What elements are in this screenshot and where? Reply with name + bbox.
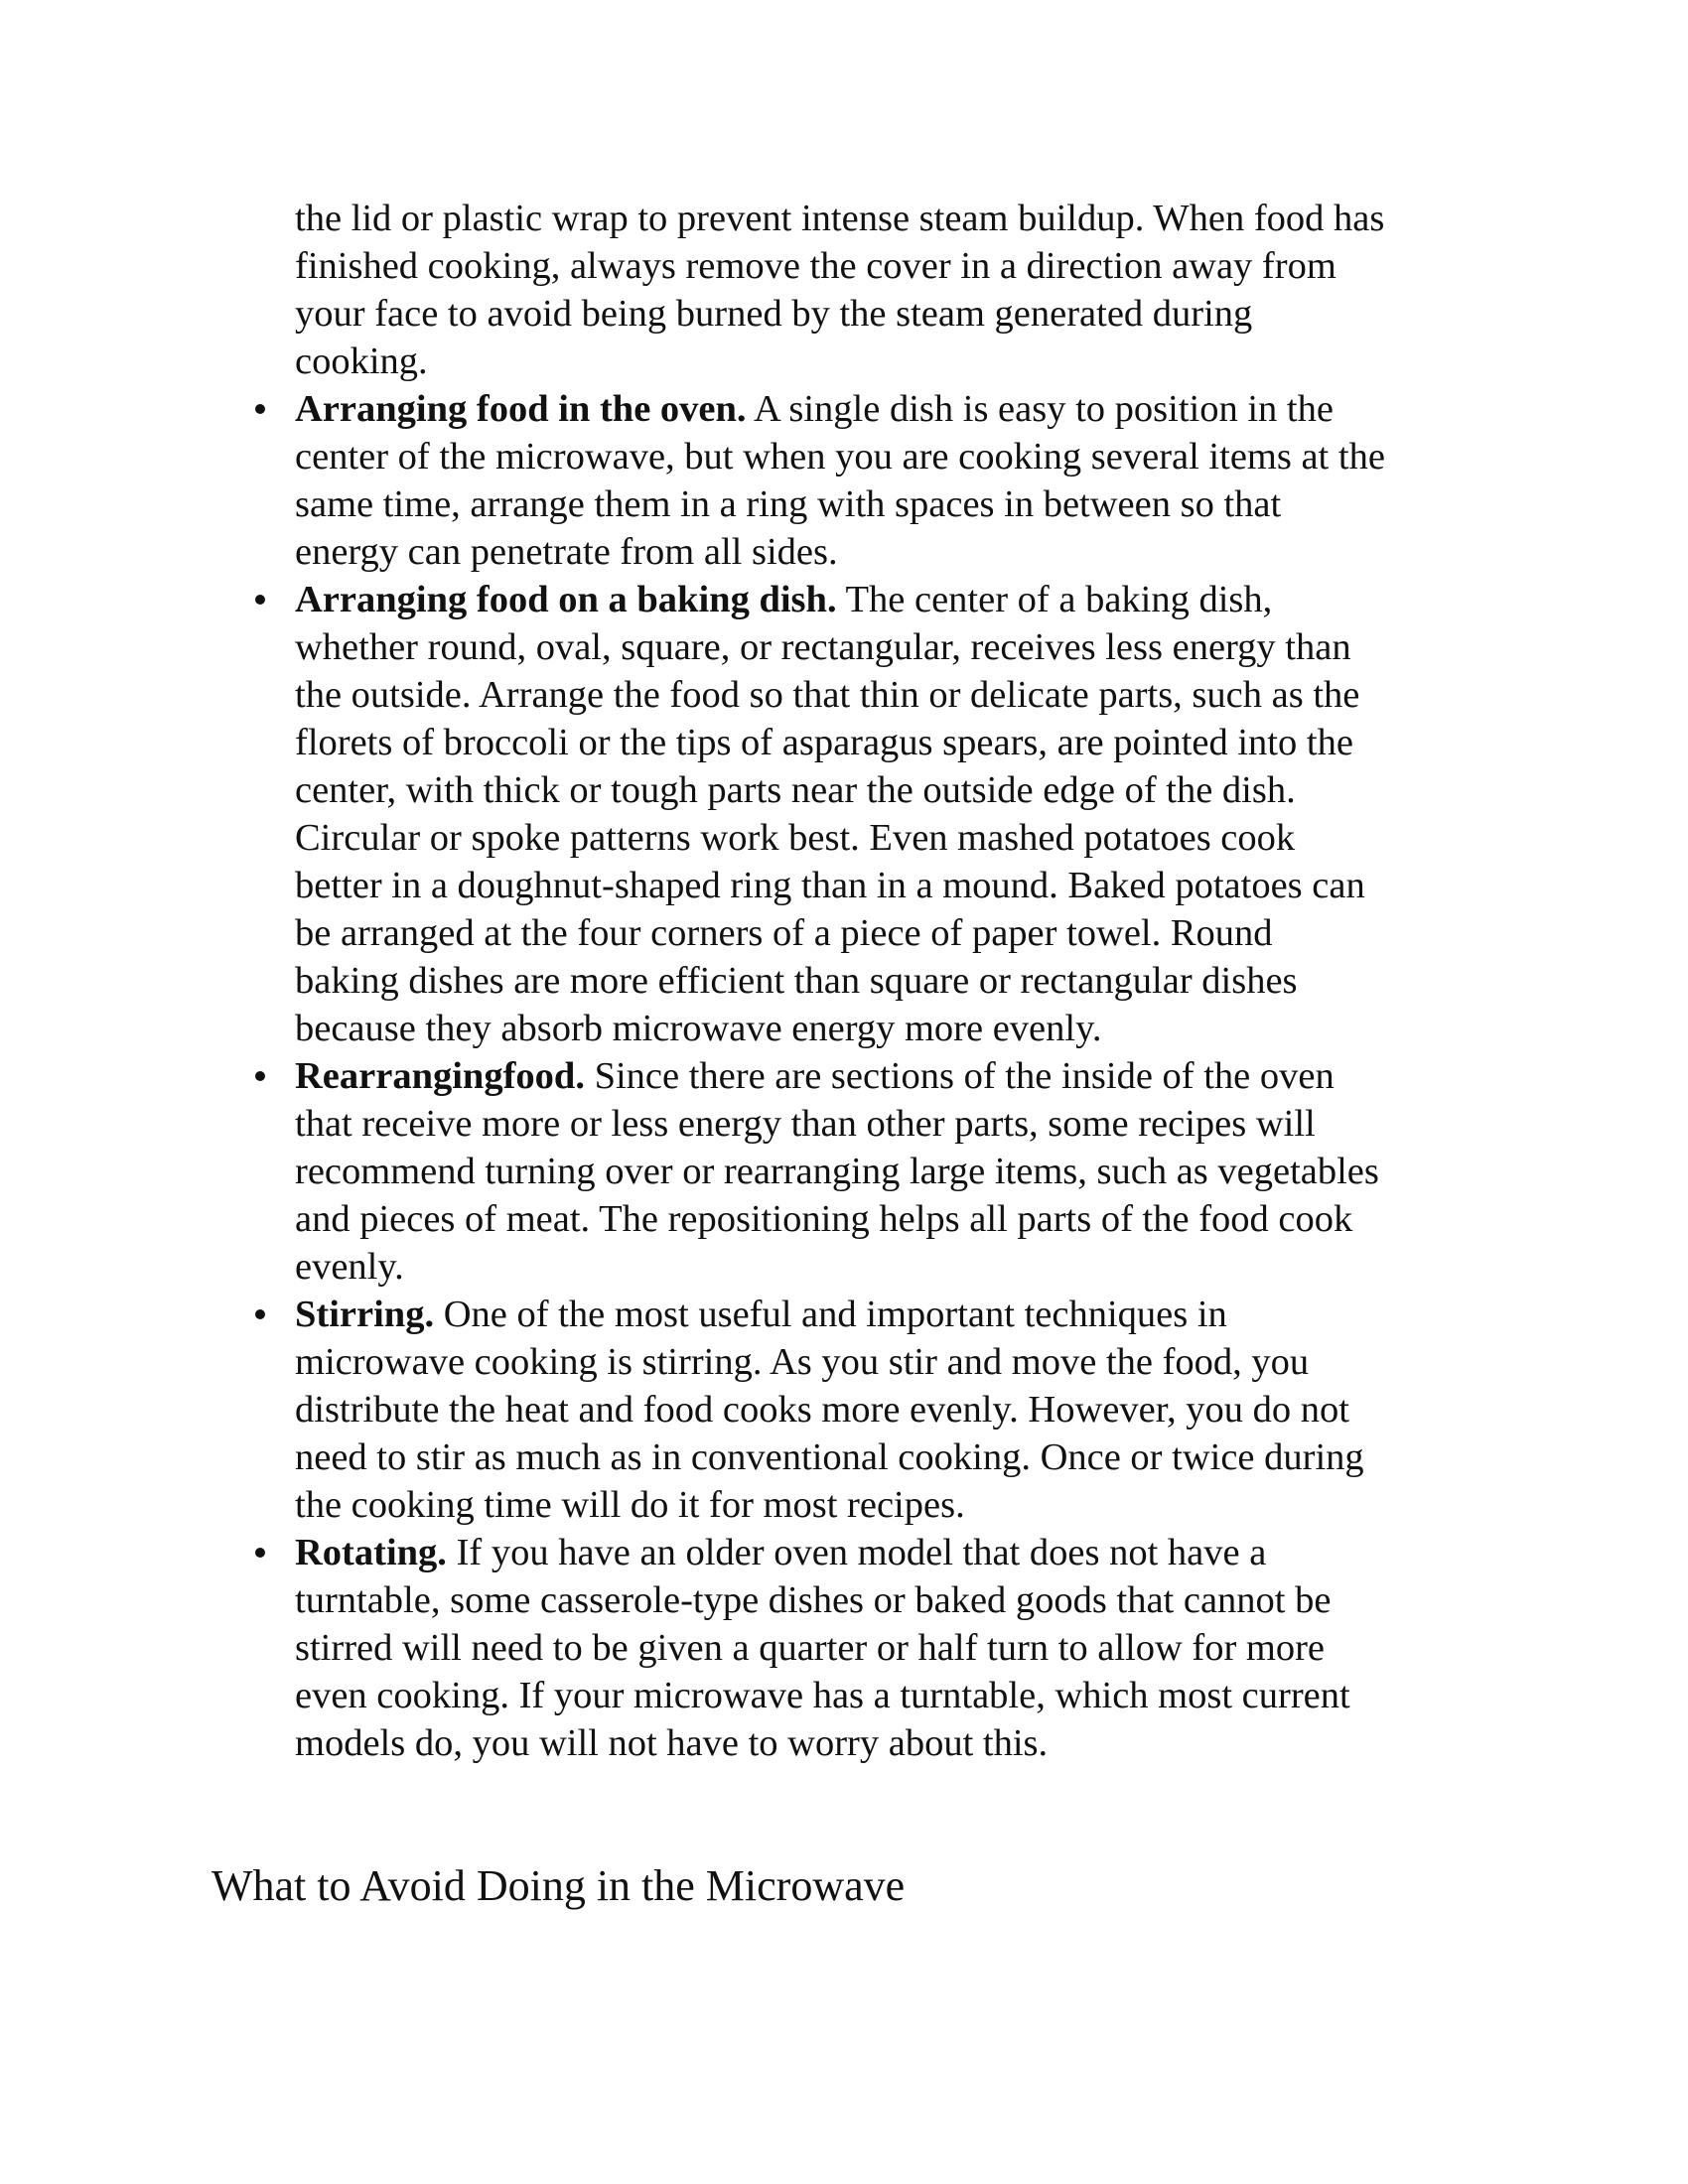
- item-line: need to stir as much as in conventional cooking. Once or twice during: [295, 1436, 1364, 1478]
- item-term: Rotating.: [295, 1532, 447, 1573]
- item-text: A single dish is easy to position in the: [746, 388, 1334, 430]
- bullet-icon: [255, 595, 265, 605]
- list-item-first-line: [295, 1052, 1486, 1100]
- intro-line: the lid or plastic wrap to prevent intense steam buildup. When food has: [295, 198, 1385, 239]
- bullet-icon: [255, 404, 265, 414]
- item-line: because they absorb microwave energy more evenly.: [295, 1008, 1102, 1049]
- item-line: center of the microwave, but when you are cooking several items at the: [295, 436, 1385, 478]
- list-item-arranging-oven: [295, 385, 1486, 576]
- bullet-icon: [255, 1548, 265, 1558]
- intro-paragraph: [295, 195, 1486, 385]
- item-text: One of the most useful and important techniques in: [434, 1294, 1227, 1335]
- item-line: the outside. Arrange the food so that thin or delicate parts, such as the: [295, 674, 1360, 716]
- item-line: Circular or spoke patterns work best. Even mashed potatoes cook: [295, 817, 1296, 859]
- item-line: whether round, oval, square, or rectangular, receives less energy than: [295, 626, 1351, 668]
- item-line: same time, arrange them in a ring with spaces in between so that: [295, 483, 1282, 525]
- list-item-first-line: [295, 385, 1486, 433]
- section-heading: What to Avoid Doing in the Microwave: [211, 1861, 906, 1910]
- item-text: If you have an older oven model that does not have a: [446, 1532, 1267, 1573]
- item-line: the cooking time will do it for most recipes.: [295, 1484, 965, 1526]
- list-item-stirring: [295, 1291, 1486, 1529]
- item-line: that receive more or less energy than other parts, some recipes will: [295, 1103, 1316, 1145]
- item-line: better in a doughnut-shaped ring than in a mound. Baked potatoes can: [295, 865, 1365, 906]
- page-content: [295, 195, 1486, 1767]
- item-line: microwave cooking is stirring. As you stir and move the food, you: [295, 1341, 1310, 1383]
- item-line: evenly.: [295, 1246, 404, 1288]
- item-line: recommend turning over or rearranging large items, such as vegetables: [295, 1151, 1379, 1192]
- item-line: and pieces of meat. The repositioning helps all parts of the food cook: [295, 1198, 1353, 1240]
- item-term: Rearrangingfood.: [295, 1055, 585, 1097]
- item-text: Since there are sections of the inside of the oven: [584, 1055, 1335, 1097]
- list-item-rotating: [295, 1529, 1486, 1767]
- item-line: models do, you will not have to worry about this.: [295, 1722, 1049, 1764]
- tips-list: [295, 385, 1486, 1767]
- list-item-first-line: [295, 1529, 1486, 1576]
- intro-line: finished cooking, always remove the cover in a direction away from: [295, 245, 1336, 287]
- item-line: turntable, some casserole-type dishes or baked goods that cannot be: [295, 1579, 1332, 1621]
- bullet-icon: [255, 1071, 265, 1081]
- intro-line: your face to avoid being burned by the steam generated during: [295, 293, 1253, 335]
- list-item-first-line: [295, 1291, 1486, 1338]
- item-line: florets of broccoli or the tips of asparagus spears, are pointed into the: [295, 722, 1353, 763]
- item-line: energy can penetrate from all sides.: [295, 531, 838, 573]
- item-line: baking dishes are more efficient than square or rectangular dishes: [295, 960, 1298, 1002]
- intro-line: cooking.: [295, 341, 428, 382]
- item-line: distribute the heat and food cooks more evenly. However, you do not: [295, 1389, 1349, 1431]
- item-term: Arranging food on a baking dish.: [295, 579, 837, 620]
- item-line: center, with thick or tough parts near the outside edge of the dish.: [295, 769, 1296, 811]
- list-item-arranging-dish: [295, 576, 1486, 1052]
- item-line: be arranged at the four corners of a piece of paper towel. Round: [295, 912, 1273, 954]
- item-term: Arranging food in the oven.: [295, 388, 747, 430]
- bullet-icon: [255, 1309, 265, 1319]
- item-term: Stirring.: [295, 1294, 435, 1335]
- item-line: even cooking. If your microwave has a turntable, which most current: [295, 1675, 1350, 1716]
- item-line: stirred will need to be given a quarter or half turn to allow for more: [295, 1627, 1326, 1669]
- item-text: The center of a baking dish,: [836, 579, 1273, 620]
- list-item-rearranging: [295, 1052, 1486, 1291]
- list-item-first-line: [295, 576, 1486, 623]
